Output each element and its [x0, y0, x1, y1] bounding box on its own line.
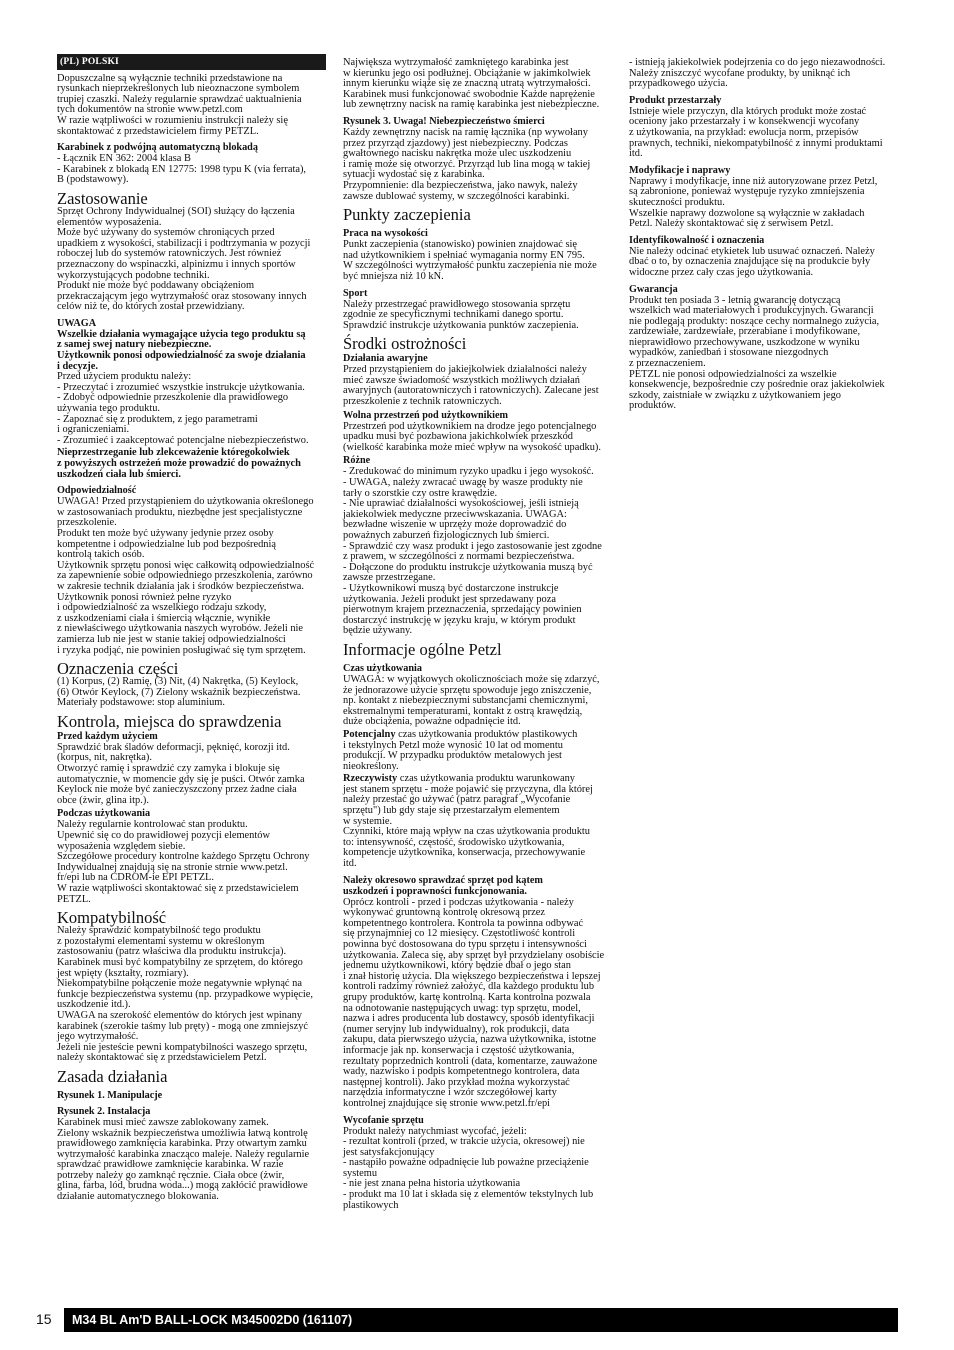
czas-heading: Czas użytkowania — [343, 662, 422, 674]
rysunek-2-text: Karabinek musi mieć zawsze zablokowany zamek. Zielony wskaźnik bezpieczeństwa umożliwia łatwą kontrolę prawidłowego zamknięcia karabinka. Przy otwartym zamku wytrzymałość karabinka znacząco maleje. Należy regularnie sprawdzać prawidłowe zamknięcie karabinka. W razie potrzeby należy go zamknąć ręcznie. Ciała obce (żwir, glina, farba, lód, brudna woda...) mogą zakłócić prawidłowe działanie automatycznego blokowania. — [57, 1116, 310, 1203]
potencjalny-label: Potencjalny — [343, 728, 396, 740]
wolna-przestrzen-heading: Wolna przestrzeń pod użytkownikiem — [343, 409, 508, 421]
page-number: 15 — [36, 1311, 52, 1327]
wolna-przestrzen-text: Przestrzeń pod użytkownikiem na drodze jego potencjalnego upadku musi być pozbawiona jakichkolwiek przeszkód (wielkość karabinka może mieć wpływ na wysokość upadku). — [343, 420, 601, 453]
section-heading-informacje: Informacje ogólne Petzl — [343, 639, 502, 659]
section-heading-punkty: Punkty zaczepienia — [343, 205, 471, 225]
okresowo-heading: Należy okresowo sprawdzać sprzęt pod kątem uszkodzeń i poprawności funkcjonowania. — [343, 874, 543, 897]
odpowiedzialnosc-text: UWAGA! Przed przystąpieniem do użytkowania określonego w zastosowaniach produktu, niezbędne jest specjalistyczne przeszkolenie. Produkt ten może być używany jedynie przez osoby kompetentne i odpowiedzialne lub pod bezpośrednią kontrolą takich osób. Użytkownik sprzętu ponosi więc całkowitą odpowiedzialność za zapewnienie sobie odpowiedniego przeszkolenia, zarówno w zakresie technik działania jak i środków bezpieczeństwa. Użytkownik ponosi również pełne ryzyko i odpowiedzialność za wszelkiego rodzaju szkody, z uszkodzeniami ciała i śmiercią włącznie, wynikłe z niewłaściwego użytkowania naszych wyrobów. Jeżeli nie zamierza lub nie jest w stanie takiej odpowiedzialności i ryzyka podjąć, nie powinien posługiwać się tym sprzętem. — [57, 496, 315, 656]
modyfikacje-heading: Modyfikacje i naprawy — [629, 164, 731, 176]
wycofanie-text: Produkt należy natychmiast wycofać, jeżeli: - rezultat kontroli (przed, w trakcie użycia, okresowej) nie jest satysfakcjonujący - nastąpiło poważne odpadnięcie lub poważne przeciążenie systemu - nie jest znana pełna historia użytkowania - produkt ma 10 lat i składa się z elementów tekstylnych lub plastikowych — [343, 1125, 594, 1211]
wycofanie-heading: Wycofanie sprzętu — [343, 1114, 424, 1126]
section-heading-kompatybilnosc: Kompatybilność — [57, 908, 167, 928]
sport-heading: Sport — [343, 287, 368, 299]
language-header: (PL) POLSKI — [57, 54, 326, 70]
uwaga-warning-bold: Wszelkie działania wymagające użycia tego produktu są z samej swej natury niebezpieczne. Użytkownik ponosi odpowiedzialność za swoje działania i decyzje. — [57, 328, 306, 372]
column-left — [57, 54, 326, 1205]
praca-text: Punkt zaczepienia (stanowisko) powinien znajdować się nad użytkownikiem i spełniać wymagania normy EN 795. W szczególności wytrzymałość punktu zaczepienia nie może być mniejsza niż 10 kN. — [343, 239, 597, 282]
rysunek-3-text: Każdy zewnętrzny nacisk na ramię łącznika (np wywołany przez przyrząd zjazdowy) jest niebezpieczny. Podczas gwałtownego nacisku nakrętka może ulec uszkodzeniu i ramię może się otworzyć. Przyrząd lub lina mogą w takiej sytuacji wydostać się z karabinka. Przypomnienie: dla bezpieczeństwa, jako nawyk, należy zawsze dublować systemy, w szczególności karabinki. — [343, 126, 591, 202]
dzialania-heading: Działania awaryjne — [343, 353, 428, 365]
odpowiedzialnosc-heading: Odpowiedzialność — [57, 485, 137, 497]
section-heading-kontrola: Kontrola, miejsca do sprawdzenia — [57, 711, 282, 731]
podczas-uzytkowania-heading: Podczas użytkowania — [57, 808, 151, 820]
przed-uzyciem-heading: Przed każdym użyciem — [57, 730, 158, 742]
rysunek-3-heading: Rysunek 3. Uwaga! Niebezpieczeństwo śmierci — [343, 115, 545, 127]
section-heading-zasada: Zasada działania — [57, 1066, 168, 1086]
section-heading-zastosowanie: Zastosowanie — [57, 188, 148, 208]
carabiner-heading: Karabinek z podwójną automatyczną blokadą — [57, 142, 258, 154]
rozne-text: - Zredukować do minimum ryzyko upadku i jego wysokość. - UWAGA, należy zwracać uwagę by wasze produkty nie tarły o szorstkie czy ostre krawędzie. - Nie uprawiać działalności wysokościowej, jeśli istnieją jakiekolwiek medyczne przeciwwskazania. UWAGA: bezwładne wiszenie w uprzęży może doprowadzić do poważnych zaburzeń fizjologicznych lub śmierci. - Sprawdzić czy wasz produkt i jego zastosowanie jest zgodne z prawem, w szczególności z normami bezpieczeństwa. - Dołączone do produktu instrukcje użytkowania muszą być zawsze przestrzegane. - Użytkownikowi muszą być dostarczone instrukcje użytkowania. Jeżeli produkt jest sprzedawany poza pierwotnym krajem przeznaczenia, sprzedający powinien dostarczyć instrukcję w języku kraju, w którym produkt będzie używany. — [343, 466, 602, 637]
uwaga-heading: UWAGA — [57, 317, 97, 329]
sport-text: Należy przestrzegać prawidłowego stosowania sprzętu zgodnie ze specyficznymi technikami danego sportu. Sprawdzić instrukcje użytkowania punktów zaczepienia. — [343, 298, 579, 331]
wycofanie-continued-text: - istnieją jakiekolwiek podejrzenia co do jego niezawodności. Należy zniszczyć wycofane produkty, by uniknąć ich przypadkowego użycia. — [629, 57, 886, 90]
rysunek-1-heading: Rysunek 1. Manipulacje — [57, 1089, 163, 1101]
praca-heading: Praca na wysokości — [343, 228, 428, 240]
okresowo-text: Oprócz kontroli - przed i podczas użytkowania - należy wykonywać gruntowną kontrolę okresową przez kompetentnego kontrolera. Kontrola ta powinna odbywać się przynajmniej co 12 miesięcy. Częstotliwość kontroli powinna być dostosowana do typu sprzętu i intensywności użytkowania. Zaleca się, aby sprzęt był przydzielany osobiście jednemu użytkownikowi, który będzie dbał o jego stan i znał historię użycia. Dla większego bezpieczeństwa i lepszej kontroli radzimy również założyć, dla każdego produktu lub grupy produktów, kartę kontrolną. Karta kontrolna pozwala na odnotowanie następujących uwag: typ sprzętu, model, nazwa i adres producenta lub dostawcy, sposób identyfikacji (numer seryjny lub indywidualny), rok produkcji, data zakupu, data pierwszego użycia, nazwa użytkownika, istotne informacje jak np. konserwacja i częstość użytkowania, rezultaty poprzednich kontroli (data, komentarze, zauważone wady, nazwisko i podpis kompetentnego kontrolera, data następnej kontroli). Jako przykład można wykorzystać narzędzia informatyczne i wzór szczegółowej karty kontrolnej znajdujące się stronie www.petzl.fr/epi — [343, 896, 605, 1109]
uwaga-text: Przed użyciem produktu należy: - Przeczytać i zrozumieć wszystkie instrukcje użytkowania. - Zdobyć odpowiednie przeszkolenie dla prawidłowego używania tego produktu. - Zapoznać się z produktem, z jego parametrami i ograniczeniami. - Zrozumieć i zaakceptować potencjalne niebezpieczeństwo. — [57, 371, 309, 446]
rzeczywisty-text: czas użytkowania produktu warunkowany jest stanem sprzętu - może pojawić się przyczyna, dla której należy przestać go używać (patrz paragraf „Wycofanie sprzętu") lub gdy staje się przestarzałym elementem w systemie. Czynniki, które mają wpływ na czas użytkowania produktu to: intensywność, częstość, środowisko użytkowania, kompetencje użytkownika, konserwacja, przechowywanie itd. — [343, 773, 593, 870]
gwarancja-heading: Gwarancja — [629, 283, 678, 295]
section-heading-oznaczenia: Oznaczenia części — [57, 659, 179, 679]
czas-text: UWAGA: w wyjątkowych okolicznościach może się zdarzyć, że jednorazowe użycie sprzętu spowoduje jego zniszczenie, np. kontakt z niebezpiecznymi substancjami chemicznymi, ekstremalnymi temperaturami, kontakt z ostrą krawędzią, duże obciążenia, poważne odpadnięcie itd. — [343, 673, 600, 728]
strength-text: Największa wytrzymałość zamkniętego karabinka jest w kierunku jego osi podłużnej. Obciążanie w jakimkolwiek innym kierunku wiąże się ze znaczną utratą wytrzymałości. Karabinek musi funkcjonować swobodnie Każde naprężenie lub zewnętrzny nacisk na ramię karabinka jest niebezpieczne. — [343, 57, 600, 111]
przed-uzyciem-text: Sprawdzić brak śladów deformacji, pęknięć, korozji itd. (korpus, nit, nakrętka). Otworzyć ramię i sprawdzić czy zamyka i blokuje się automatycznie, w momencie gdy się je puści. Otwór zamka Keylock nie może być zanieczyszczony przez żadne ciała obce (żwir, glina itp.). — [57, 741, 305, 806]
gwarancja-text: Produkt ten posiada 3 - letnią gwarancję dotyczącą wszelkich wad materiałowych i produkcyjnych. Gwarancji nie podlegają produkty: noszące cechy normalnego zużycia, zardzewiałe, zardzewiałe, przerabiane i modyfikowane, nieprawidłowo przechowywane, uszkodzone w wyniku wypadków, zaniedbań i stosowane niezgodnych z przeznaczeniem. PETZL nie ponosi odpowiedzialności za wszelkie konsekwencje, bezpośrednie czy pośrednie oraz jakiekolwiek szkody, zaistniałe w związku z użytkowaniem jego produktów. — [629, 294, 885, 412]
identyfikowalnosc-text: Nie należy odcinać etykietek lub usuwać oznaczeń. Należy dbać o to, by oznaczenia znajdujące się na produkcie były widoczne przez cały czas jego użytkowania. — [629, 245, 875, 278]
przestarzaly-text: Istnieje wiele przyczyn, dla których produkt może zostać oceniony jako przestarzały i w konsekwencji wycofany z użytkowania, na przykład: ewolucja norm, przepisów prawnych, techniki, niekompatybilność z innymi produktami itd. — [629, 105, 883, 160]
podczas-uzytkowania-text: Należy regularnie kontrolować stan produktu. Upewnić się co do prawidłowej pozycji elementów wyposażenia względem siebie. Szczegółowe procedury kontrolne każdego Sprzętu Ochrony Indywidualnej znajdują się na stronie strnie www.petzl. fr/epi lub na CDROM-ie EPI PETZL. W razie wątpliwości skontaktować się z przedstawicielem PETZL. — [57, 819, 310, 905]
section-heading-srodki: Środki ostrożności — [343, 334, 467, 354]
carabiner-standards: - Łącznik EN 362: 2004 klasa B - Karabinek z blokadą EN 12775: 1998 typu K (via ferrata), B (podstawowy). — [57, 153, 306, 186]
column-middle — [343, 58, 609, 1213]
column-right — [629, 58, 897, 414]
identyfikowalnosc-heading: Identyfikowalność i oznaczenia — [629, 234, 765, 246]
kompatybilnosc-text: Należy sprawdzić kompatybilność tego produktu z pozostałymi elementami systemu w określonym zastosowaniu (patrz właściwa dla produktu instrukcja). Karabinek musi być kompatybilny ze sprzętem, do którego jest wpięty (kształty, rozmiary). Niekompatybilne połączenie może negatywnie wpłynąć na funkcje bezpieczeństwa systemu (np. przypadkowe wypięcie, uszkodzenie itd.). UWAGA na szerokość elementów do których jest wpinany karabinek (szerokie taśmy lub pręty) - mogą one zmniejszyć jego wytrzymałość. Jeżeli nie jesteście pewni kompatybilności waszego sprzętu, należy skontaktować się z przedstawicielem Petzl. — [57, 925, 313, 1064]
zastosowanie-text: Sprzęt Ochrony Indywidualnej (SOI) służący do łączenia elementów wyposażenia. Może być używany do systemów chroniących przed upadkiem z wysokości, stabilizacji i podtrzymania w pozycji roboczej lub do systemów ratowniczych. Jest również przeznaczony do wspinaczki, alpinizmu i innych sportów wykorzystujących podobne techniki. Produkt nie może być poddawany obciążeniom przekraczającym jego wytrzymałość oraz stosowany innych celów niż te, do których został przewidziany. — [57, 205, 311, 313]
rzeczywisty-paragraph — [343, 774, 609, 869]
potencjalny-paragraph — [343, 730, 609, 772]
page-footer — [36, 1308, 898, 1332]
rozne-heading: Różne — [343, 455, 371, 467]
modyfikacje-text: Naprawy i modyfikacje, inne niż autoryzowane przez Petzl, są zabronione, ponieważ występuje ryzyko zmniejszenia skuteczności produktu. Wszelkie naprawy dozwolone są wyłącznie w zakładach Petzl. Należy skontaktować się z serwisem Petzl. — [629, 175, 878, 230]
rzeczywisty-label: Rzeczywisty — [343, 773, 398, 785]
przestarzaly-heading: Produkt przestarzały — [629, 94, 722, 106]
footer-document-code: M34 BL Am'D BALL-LOCK M345002D0 (161107) — [64, 1308, 898, 1332]
oznaczenia-text: (1) Korpus, (2) Ramię, (3) Nit, (4) Nakrętka, (5) Keylock, (6) Otwór Keylock, (7) Zielony wskaźnik bezpieczeństwa. Materiały podstawowe: stop aluminium. — [57, 676, 301, 709]
rysunek-2-heading: Rysunek 2. Instalacja — [57, 1105, 151, 1117]
potencjalny-text: czas użytkowania produktów plastikowych i tekstylnych Petzl może wynosić 10 lat od momentu produkcji. W przypadku produktów metalowych jest nieokreślony. — [343, 728, 578, 772]
uwaga-warning-bold-2: Nieprzestrzeganie lub zlekceważenie któregokolwiek z powyższych ostrzeżeń może prowadzić do poważnych uszkodzeń ciała lub śmierci. — [57, 447, 301, 480]
dzialania-text: Przed przystąpieniem do jakiejkolwiek działalności należy mieć zawsze świadomość wszystkich możliwych działań awaryjnych (autoratowniczych i ratowniczych). Zalecane jest przeszkolenie z technik ratowniczych. — [343, 364, 599, 408]
intro-text: Dopuszczalne są wyłącznie techniki przedstawione na rysunkach nieprzekreślonych lub nieoznaczone symbolem trupiej czaszki. Należy regularnie sprawdzać uaktualnienia tych dokumentów na stronie www.petzl.com W razie wątpliwości w rozumieniu instrukcji należy się skontaktować z przedstawicielem firmy PETZL. — [57, 72, 302, 137]
